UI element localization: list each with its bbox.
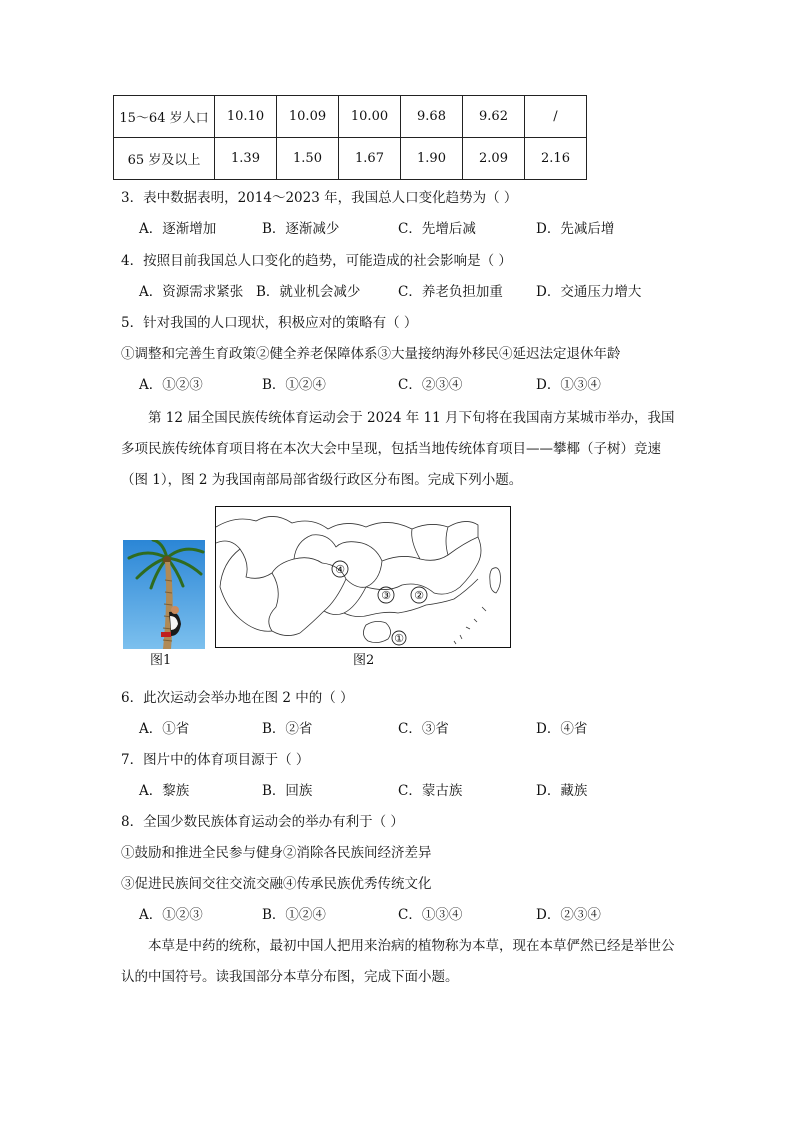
q5-stem: 5．针对我国的人口现状，积极应对的策略有（ ） bbox=[121, 315, 418, 331]
q5-option-b[interactable]: B．①②④ bbox=[262, 377, 326, 393]
q8-stem: 8．全国少数民族体育运动会的举办有利于（ ） bbox=[121, 814, 404, 830]
passage-sports-meeting: 第 12 届全国民族传统体育运动会于 2024 年 11 月下旬将在我国南方某城市举办，我国多项民族传统体育项目将在本次大会中呈现，包括当地传统体育项目——攀椰（子树）竞速（图 1），图 2 为我国南部局部省级行政区分布图。完成下列小题。 bbox=[121, 410, 675, 488]
table-cell: 1.67 bbox=[339, 138, 401, 180]
table-cell: 1.50 bbox=[277, 138, 339, 180]
q4-option-a[interactable]: A．资源需求紧张 bbox=[139, 284, 244, 300]
table-cell: 1.90 bbox=[401, 138, 463, 180]
table-cell: 10.10 bbox=[215, 96, 277, 138]
q6-option-d[interactable]: D．④省 bbox=[536, 721, 588, 737]
table-cell: 65 岁及以上 bbox=[114, 138, 215, 180]
table-cell: 10.00 bbox=[339, 96, 401, 138]
table-cell: 9.68 bbox=[401, 96, 463, 138]
table-cell: 10.09 bbox=[277, 96, 339, 138]
q6-option-b[interactable]: B．②省 bbox=[262, 721, 313, 737]
q4-option-b[interactable]: B．就业机会减少 bbox=[256, 284, 361, 300]
q6-stem: 6．此次运动会举办地在图 2 中的（ ） bbox=[121, 690, 354, 706]
map-label-3: ③ bbox=[381, 589, 391, 602]
q8-option-b[interactable]: B．①②④ bbox=[262, 907, 326, 923]
population-table bbox=[113, 95, 587, 180]
passage-herbal-medicine: 本草是中药的统称，最初中国人把用来治病的植物称为本草，现在本草俨然已经是举世公认的中国符号。读我国部分本草分布图，完成下面小题。 bbox=[121, 938, 675, 985]
q4-stem: 4．按照目前我国总人口变化的趋势，可能造成的社会影响是（ ） bbox=[121, 253, 512, 269]
table-cell: 9.62 bbox=[463, 96, 525, 138]
q6-option-a[interactable]: A．①省 bbox=[139, 721, 190, 737]
map-label-1: ① bbox=[394, 632, 404, 645]
figure-1-caption: 图1 bbox=[150, 653, 172, 668]
q4-option-d[interactable]: D．交通压力增大 bbox=[536, 284, 642, 300]
q7-option-d[interactable]: D．藏族 bbox=[536, 783, 588, 799]
table-row bbox=[114, 96, 587, 138]
q3-option-d[interactable]: D．先减后增 bbox=[536, 221, 615, 237]
q5-statement: ①调整和完善生育政策②健全养老保障体系③大量接纳海外移民④延迟法定退休年龄 bbox=[121, 346, 621, 362]
q4-option-c[interactable]: C．养老负担加重 bbox=[398, 284, 503, 300]
q6-option-c[interactable]: C．③省 bbox=[398, 721, 449, 737]
table-cell: 1.39 bbox=[215, 138, 277, 180]
figure-2-south-china-map bbox=[215, 506, 511, 648]
q3-stem: 3．表中数据表明，2014～2023 年，我国总人口变化趋势为（ ） bbox=[121, 190, 518, 206]
q3-option-b[interactable]: B．逐渐减少 bbox=[262, 221, 340, 237]
q7-option-c[interactable]: C．蒙古族 bbox=[398, 783, 463, 799]
map-label-4: ④ bbox=[335, 563, 345, 576]
table-cell: 2.09 bbox=[463, 138, 525, 180]
q7-option-b[interactable]: B．回族 bbox=[262, 783, 313, 799]
q8-statement-2: ③促进民族间交往交流交融④传承民族优秀传统文化 bbox=[121, 876, 432, 892]
table-cell: 15～64 岁人口 bbox=[114, 96, 215, 138]
q3-option-a[interactable]: A．逐渐增加 bbox=[139, 221, 217, 237]
q5-option-a[interactable]: A．①②③ bbox=[139, 377, 203, 393]
table-row bbox=[114, 138, 587, 180]
map-outline bbox=[216, 507, 509, 646]
q8-statement-1: ①鼓励和推进全民参与健身②消除各民族间经济差异 bbox=[121, 845, 432, 861]
q5-option-d[interactable]: D．①③④ bbox=[536, 377, 601, 393]
q7-option-a[interactable]: A．黎族 bbox=[139, 783, 190, 799]
map-label-2: ② bbox=[414, 589, 424, 602]
q8-option-a[interactable]: A．①②③ bbox=[139, 907, 203, 923]
figure-1-palm-climbing-photo bbox=[123, 540, 205, 649]
q7-stem: 7．图片中的体育项目源于（ ） bbox=[121, 752, 310, 768]
table-cell: 2.16 bbox=[525, 138, 587, 180]
q3-option-c[interactable]: C．先增后减 bbox=[398, 221, 476, 237]
table-cell: / bbox=[525, 96, 587, 138]
figure-2-caption: 图2 bbox=[353, 653, 375, 668]
q5-option-c[interactable]: C．②③④ bbox=[398, 377, 463, 393]
q8-option-d[interactable]: D．②③④ bbox=[536, 907, 601, 923]
q8-option-c[interactable]: C．①③④ bbox=[398, 907, 463, 923]
